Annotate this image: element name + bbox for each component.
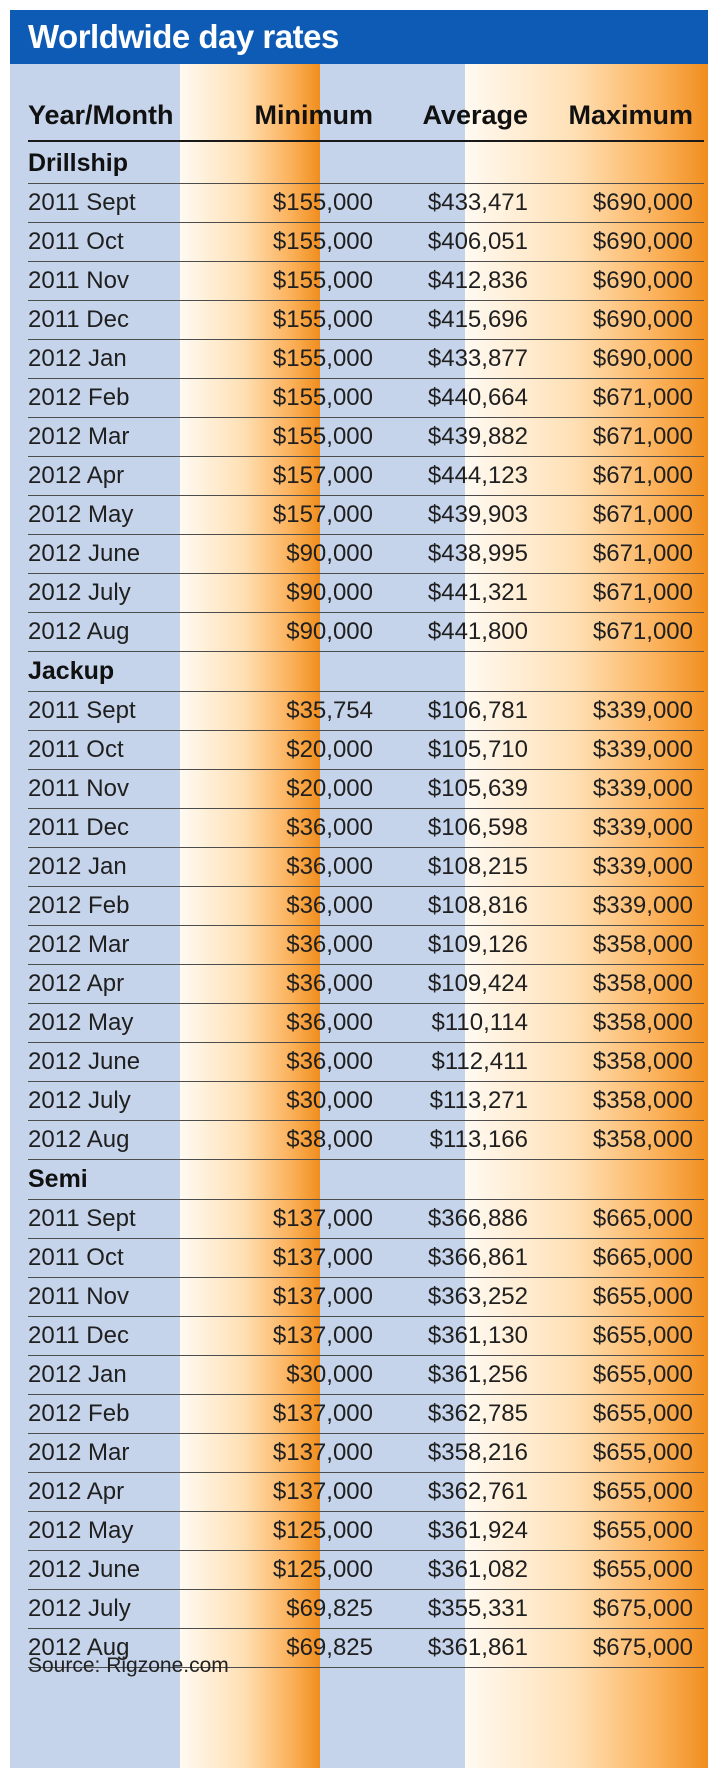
cell-maximum: $358,000 [592, 1087, 693, 1114]
table-row [28, 1278, 704, 1317]
cell-minimum: $90,000 [286, 618, 373, 645]
cell-minimum: $90,000 [286, 579, 373, 606]
table-row [28, 340, 704, 379]
cell-minimum: $20,000 [286, 775, 373, 802]
cell-maximum: $655,000 [592, 1439, 693, 1466]
cell-average: $361,861 [427, 1634, 528, 1661]
cell-average: $438,995 [427, 540, 528, 567]
cell-minimum: $36,000 [286, 970, 373, 997]
cell-average: $439,882 [427, 423, 528, 450]
cell-minimum: $38,000 [286, 1126, 373, 1153]
cell-maximum: $339,000 [592, 697, 693, 724]
cell-average: $361,256 [427, 1361, 528, 1388]
cell-average: $105,639 [427, 775, 528, 802]
cell-average: $355,331 [427, 1595, 528, 1622]
cell-year-month: 2011 Sept [28, 697, 136, 724]
cell-minimum: $36,000 [286, 931, 373, 958]
table-row [28, 1121, 704, 1160]
column-header-row [28, 90, 704, 142]
cell-maximum: $671,000 [592, 384, 693, 411]
table-row [28, 613, 704, 652]
cell-minimum: $137,000 [272, 1244, 373, 1271]
cell-minimum: $155,000 [272, 384, 373, 411]
cell-minimum: $137,000 [272, 1439, 373, 1466]
cell-average: $358,216 [427, 1439, 528, 1466]
cell-maximum: $655,000 [592, 1478, 693, 1505]
cell-year-month: 2011 Sept [28, 1205, 136, 1232]
cell-minimum: $36,000 [286, 814, 373, 841]
cell-average: $412,836 [427, 267, 528, 294]
cell-average: $361,924 [427, 1517, 528, 1544]
cell-maximum: $671,000 [592, 579, 693, 606]
table-row [28, 379, 704, 418]
table-row [28, 1317, 704, 1356]
table-row [28, 1356, 704, 1395]
cell-minimum: $35,754 [286, 697, 373, 724]
table-row [28, 223, 704, 262]
source-note: Source: Rigzone.com [28, 1654, 229, 1677]
cell-average: $441,800 [427, 618, 528, 645]
cell-year-month: 2012 Apr [28, 462, 125, 489]
cell-average: $108,816 [427, 892, 528, 919]
cell-minimum: $36,000 [286, 892, 373, 919]
cell-minimum: $36,000 [286, 1048, 373, 1075]
cell-year-month: 2012 Aug [28, 1634, 130, 1661]
cell-year-month: 2012 Feb [28, 384, 130, 411]
cell-average: $361,082 [427, 1556, 528, 1583]
cell-minimum: $155,000 [272, 228, 373, 255]
cell-maximum: $358,000 [592, 1048, 693, 1075]
cell-average: $106,598 [427, 814, 528, 841]
table-row [28, 1551, 704, 1590]
cell-year-month: 2012 Mar [28, 1439, 130, 1466]
cell-maximum: $339,000 [592, 736, 693, 763]
cell-maximum: $690,000 [592, 345, 693, 372]
table-row [28, 184, 704, 223]
cell-average: $105,710 [427, 736, 528, 763]
table-row [28, 1004, 704, 1043]
cell-maximum: $655,000 [592, 1517, 693, 1544]
column-header-minimum: Minimum [254, 99, 373, 130]
cell-maximum: $690,000 [592, 267, 693, 294]
column-header-maximum: Maximum [568, 99, 693, 130]
cell-year-month: 2012 May [28, 1009, 134, 1036]
cell-minimum: $125,000 [272, 1556, 373, 1583]
table-row [28, 1200, 704, 1239]
cell-average: $109,126 [427, 931, 528, 958]
column-header-year-month: Year/Month [28, 99, 174, 130]
table-title: Worldwide day rates [28, 18, 339, 55]
cell-minimum: $137,000 [272, 1478, 373, 1505]
cell-average: $366,886 [427, 1205, 528, 1232]
cell-maximum: $671,000 [592, 540, 693, 567]
cell-minimum: $137,000 [272, 1322, 373, 1349]
cell-minimum: $20,000 [286, 736, 373, 763]
cell-year-month: 2012 May [28, 501, 134, 528]
cell-minimum: $155,000 [272, 306, 373, 333]
table-row [28, 926, 704, 965]
table-row [28, 1082, 704, 1121]
cell-minimum: $157,000 [272, 501, 373, 528]
cell-year-month: 2011 Oct [28, 1244, 124, 1271]
cell-maximum: $671,000 [592, 423, 693, 450]
table-row [28, 1395, 704, 1434]
cell-maximum: $690,000 [592, 228, 693, 255]
cell-maximum: $690,000 [592, 189, 693, 216]
cell-year-month: 2011 Dec [28, 1322, 129, 1349]
cell-year-month: 2012 July [28, 579, 131, 606]
cell-maximum: $671,000 [592, 501, 693, 528]
cell-minimum: $69,825 [286, 1595, 373, 1622]
table-row [28, 457, 704, 496]
cell-maximum: $671,000 [592, 462, 693, 489]
section-label-drillship: Drillship [28, 144, 704, 184]
table-body [10, 64, 708, 1768]
cell-maximum: $675,000 [592, 1595, 693, 1622]
cell-year-month: 2012 Apr [28, 970, 125, 997]
cell-maximum: $655,000 [592, 1322, 693, 1349]
cell-average: $362,761 [427, 1478, 528, 1505]
cell-average: $433,877 [427, 345, 528, 372]
cell-maximum: $339,000 [592, 775, 693, 802]
table-row [28, 496, 704, 535]
table-row [28, 574, 704, 613]
cell-average: $415,696 [427, 306, 528, 333]
table-row [28, 1590, 704, 1629]
cell-minimum: $125,000 [272, 1517, 373, 1544]
cell-maximum: $671,000 [592, 618, 693, 645]
table-row [28, 1239, 704, 1278]
table-row [28, 262, 704, 301]
cell-year-month: 2012 Jan [28, 1361, 127, 1388]
cell-year-month: 2012 May [28, 1517, 134, 1544]
cell-minimum: $155,000 [272, 345, 373, 372]
cell-year-month: 2012 June [28, 540, 141, 567]
table-row [28, 1473, 704, 1512]
cell-maximum: $339,000 [592, 853, 693, 880]
cell-year-month: 2012 Jan [28, 853, 127, 880]
cell-year-month: 2011 Dec [28, 814, 129, 841]
cell-minimum: $137,000 [272, 1400, 373, 1427]
cell-minimum: $155,000 [272, 423, 373, 450]
cell-maximum: $690,000 [592, 306, 693, 333]
cell-average: $112,411 [431, 1048, 528, 1075]
cell-maximum: $358,000 [592, 970, 693, 997]
title-bar [10, 10, 708, 64]
cell-maximum: $358,000 [592, 931, 693, 958]
table-row [28, 848, 704, 887]
cell-year-month: 2012 Aug [28, 1126, 130, 1153]
section-label-jackup: Jackup [28, 652, 704, 692]
cell-maximum: $655,000 [592, 1556, 693, 1583]
cell-minimum: $137,000 [272, 1283, 373, 1310]
cell-average: $361,130 [427, 1322, 528, 1349]
cell-average: $440,664 [427, 384, 528, 411]
cell-year-month: 2011 Oct [28, 228, 124, 255]
cell-year-month: 2012 Mar [28, 423, 130, 450]
cell-minimum: $157,000 [272, 462, 373, 489]
cell-maximum: $655,000 [592, 1283, 693, 1310]
cell-year-month: 2012 Feb [28, 892, 130, 919]
cell-minimum: $155,000 [272, 267, 373, 294]
cell-maximum: $339,000 [592, 892, 693, 919]
cell-year-month: 2011 Nov [28, 267, 129, 294]
cell-maximum: $655,000 [592, 1400, 693, 1427]
cell-average: $444,123 [427, 462, 528, 489]
section-label-semi: Semi [28, 1160, 704, 1200]
cell-average: $363,252 [427, 1283, 528, 1310]
table-row [28, 1434, 704, 1473]
cell-year-month: 2012 June [28, 1556, 141, 1583]
cell-year-month: 2011 Sept [28, 189, 136, 216]
table-row [28, 418, 704, 457]
cell-average: $108,215 [427, 853, 528, 880]
column-header-average: Average [422, 99, 528, 130]
cell-average: $110,114 [431, 1009, 528, 1036]
cell-minimum: $30,000 [286, 1361, 373, 1388]
cell-year-month: 2012 Aug [28, 618, 130, 645]
cell-maximum: $339,000 [592, 814, 693, 841]
cell-average: $362,785 [427, 1400, 528, 1427]
cell-year-month: 2012 Apr [28, 1478, 125, 1505]
cell-year-month: 2012 July [28, 1087, 131, 1114]
table-row [28, 965, 704, 1004]
cell-average: $433,471 [427, 189, 528, 216]
cell-maximum: $655,000 [592, 1361, 693, 1388]
cell-minimum: $155,000 [272, 189, 373, 216]
cell-maximum: $675,000 [592, 1634, 693, 1661]
cell-average: $441,321 [427, 579, 528, 606]
cell-year-month: 2011 Nov [28, 775, 129, 802]
table-row [28, 1512, 704, 1551]
table-row [28, 692, 704, 731]
table-row [28, 301, 704, 340]
cell-year-month: 2012 June [28, 1048, 141, 1075]
table-row [28, 887, 704, 926]
cell-year-month: 2011 Oct [28, 736, 124, 763]
cell-minimum: $137,000 [272, 1205, 373, 1232]
cell-year-month: 2012 Feb [28, 1400, 130, 1427]
table-row [28, 731, 704, 770]
cell-average: $109,424 [427, 970, 528, 997]
cell-average: $406,051 [427, 228, 528, 255]
cell-minimum: $90,000 [286, 540, 373, 567]
cell-minimum: $36,000 [286, 853, 373, 880]
cell-year-month: 2012 Jan [28, 345, 127, 372]
table-row [28, 535, 704, 574]
cell-average: $106,781 [427, 697, 528, 724]
cell-minimum: $30,000 [286, 1087, 373, 1114]
cell-maximum: $665,000 [592, 1244, 693, 1271]
cell-maximum: $358,000 [592, 1126, 693, 1153]
table-row [28, 1043, 704, 1082]
cell-year-month: 2011 Nov [28, 1283, 129, 1310]
cell-year-month: 2012 July [28, 1595, 131, 1622]
table-row [28, 809, 704, 848]
cell-year-month: 2012 Mar [28, 931, 130, 958]
day-rates-table-card [10, 10, 708, 1768]
cell-minimum: $36,000 [286, 1009, 373, 1036]
table-row [28, 770, 704, 809]
cell-maximum: $358,000 [592, 1009, 693, 1036]
cell-year-month: 2011 Dec [28, 306, 129, 333]
cell-average: $113,271 [429, 1087, 528, 1114]
cell-average: $439,903 [427, 501, 528, 528]
cell-average: $366,861 [427, 1244, 528, 1271]
cell-maximum: $665,000 [592, 1205, 693, 1232]
cell-minimum: $69,825 [286, 1634, 373, 1661]
cell-average: $113,166 [429, 1126, 528, 1153]
